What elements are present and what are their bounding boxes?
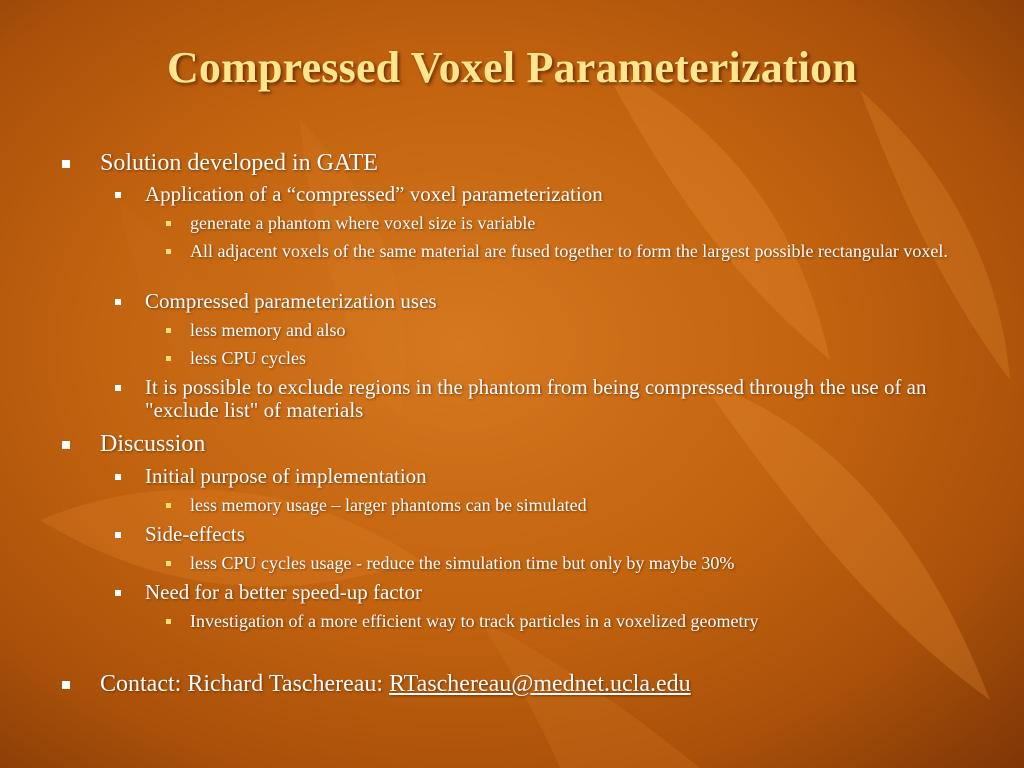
bullet-item: Need for a better speed-up factor [115, 581, 422, 604]
square-bullet-icon [166, 619, 171, 624]
square-bullet-icon [166, 221, 171, 226]
square-bullet-icon [62, 160, 70, 168]
square-bullet-icon [166, 356, 171, 361]
square-bullet-icon [115, 299, 121, 305]
bullet-item: less CPU cycles [166, 348, 306, 368]
square-bullet-icon [166, 503, 171, 508]
square-bullet-icon [62, 441, 70, 449]
square-bullet-icon [115, 590, 121, 596]
bullet-item: Initial purpose of implementation [115, 465, 427, 488]
square-bullet-icon [115, 474, 121, 480]
bullet-item: Investigation of a more efficient way to track particles in a voxelized geometry [166, 611, 758, 631]
square-bullet-icon [166, 328, 171, 333]
bullet-item: Compressed parameterization uses [115, 290, 437, 313]
contact-line [62, 671, 691, 697]
square-bullet-icon [115, 532, 121, 538]
bullet-item: All adjacent voxels of the same material are fused together to form the largest possible rectangular voxel. [166, 241, 950, 261]
square-bullet-icon [166, 561, 171, 566]
bullet-item: It is possible to exclude regions in the phantom from being compressed through the use of an "exclude list" of materials [115, 376, 985, 422]
slide-title: Compressed Voxel Parameterization [166, 43, 858, 92]
square-bullet-icon [166, 249, 171, 254]
contact-label: Contact: Richard Taschereau: [100, 671, 390, 697]
bullet-item: less CPU cycles usage - reduce the simulation time but only by maybe 30% [166, 553, 734, 573]
contact-email-link[interactable]: RTaschereau@mednet.ucla.edu [389, 671, 691, 697]
square-bullet-icon [62, 681, 70, 689]
square-bullet-icon [115, 385, 121, 391]
bullet-item: Solution developed in GATE [62, 150, 378, 176]
bullet-item: less memory and also [166, 320, 345, 340]
bullet-item: Discussion [62, 431, 205, 457]
bullet-item: Side-effects [115, 523, 245, 546]
bullet-item: generate a phantom where voxel size is variable [166, 213, 535, 233]
bullet-item: less memory usage – larger phantoms can be simulated [166, 495, 587, 515]
square-bullet-icon [115, 192, 121, 198]
bullet-item: Application of a “compressed” voxel parameterization [115, 183, 603, 206]
